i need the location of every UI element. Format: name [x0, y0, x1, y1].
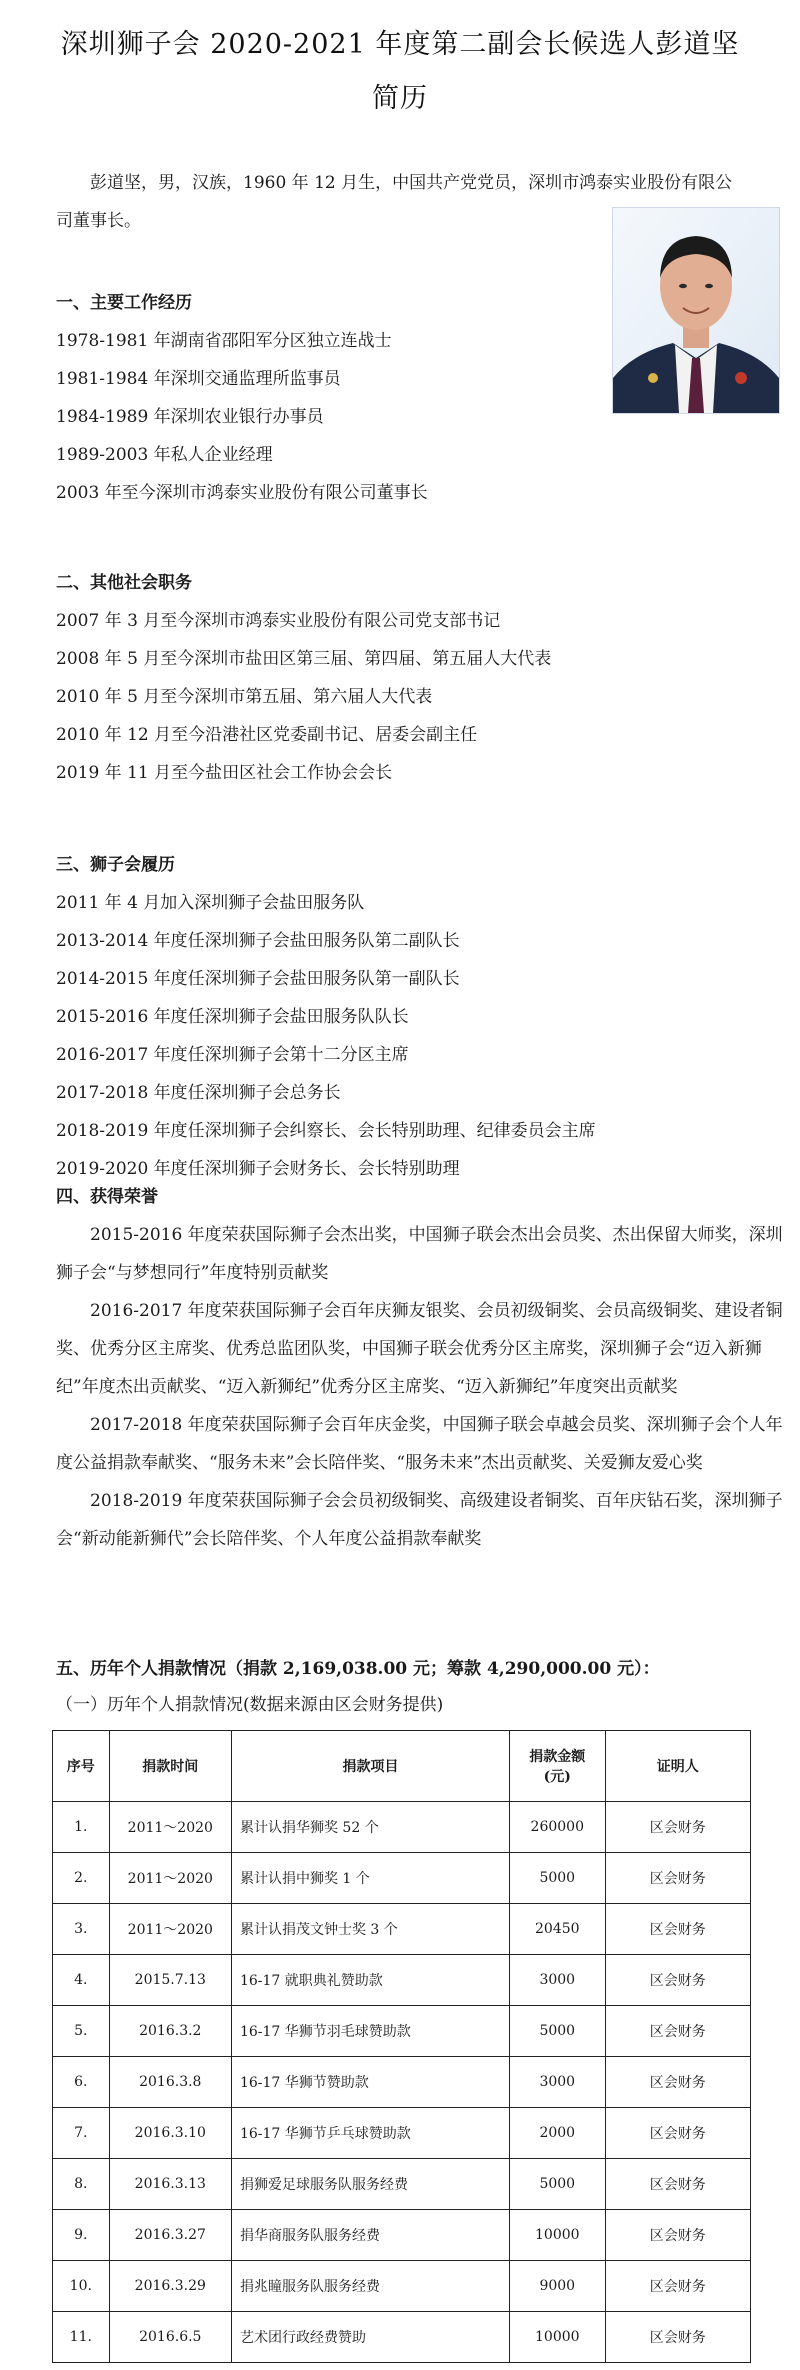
section-heading: 五、历年个人捐款情况（捐款 2,169,038.00 元；筹款 4,290,000.00 元）： — [56, 1659, 660, 1679]
social-positions-section — [56, 564, 756, 792]
cell-amount: 5000 — [510, 1853, 606, 1904]
header-amount-unit: (元) — [543, 1769, 571, 1785]
list-item: 1978-1981 年湖南省邵阳军分区独立连战士 — [56, 331, 392, 351]
list-item: 2013-2014 年度任深圳狮子会盐田服务队第二副队长 — [56, 931, 460, 951]
cell-project: 累计认捐华狮奖 52 个 — [231, 1802, 509, 1853]
cell-witness: 区会财务 — [605, 1955, 750, 2006]
cell-project: 16-17 华狮节乒乓球赞助款 — [231, 2108, 509, 2159]
section-heading: 二、其他社会职务 — [56, 573, 192, 593]
header-amount-label: 捐款金额 — [529, 1749, 586, 1765]
cell-amount: 10000 — [510, 2210, 606, 2261]
cell-date: 2016.3.8 — [109, 2057, 231, 2108]
document-subtitle: 简历 — [372, 83, 428, 114]
cell-date: 2016.6.5 — [109, 2312, 231, 2363]
table-row — [53, 2159, 751, 2210]
cell-date: 2016.3.29 — [109, 2261, 231, 2312]
cell-witness: 区会财务 — [605, 2108, 750, 2159]
list-item: 1984-1989 年深圳农业银行办事员 — [56, 407, 324, 427]
cell-index: 3. — [53, 1904, 110, 1955]
cell-project: 16-17 华狮节赞助款 — [231, 2057, 509, 2108]
table-row — [53, 1904, 751, 1955]
header-project: 捐款项目 — [231, 1731, 509, 1802]
cell-project: 累计认捐茂文钟士奖 3 个 — [231, 1904, 509, 1955]
list-item: 2018-2019 年度任深圳狮子会纠察长、会长特别助理、纪律委员会主席 — [56, 1121, 596, 1141]
list-item: 2016-2017 年度任深圳狮子会第十二分区主席 — [56, 1045, 409, 1065]
cell-witness: 区会财务 — [605, 2210, 750, 2261]
honor-paragraph: 2015-2016 年度荣获国际狮子会杰出奖，中国狮子联会杰出会员奖、杰出保留大师奖，深圳狮子会“与梦想同行”年度特别贡献奖 — [56, 1225, 783, 1283]
table-row — [53, 1853, 751, 1904]
cell-project: 16-17 就职典礼赞助款 — [231, 1955, 509, 2006]
donations-table — [52, 1730, 751, 2363]
subsection-heading: （一）历年个人捐款情况(数据来源由区会财务提供) — [56, 1695, 444, 1715]
table-row — [53, 2312, 751, 2363]
honors-section — [56, 1178, 786, 1558]
cell-witness: 区会财务 — [605, 2261, 750, 2312]
cell-project: 捐华商服务队服务经费 — [231, 2210, 509, 2261]
list-item: 2010 年 12 月至今沿港社区党委副书记、居委会副主任 — [56, 725, 478, 745]
header-date: 捐款时间 — [109, 1731, 231, 1802]
cell-date: 2015.7.13 — [109, 1955, 231, 2006]
cell-index: 11. — [53, 2312, 110, 2363]
cell-index: 2. — [53, 1853, 110, 1904]
cell-witness: 区会财务 — [605, 2312, 750, 2363]
section-heading: 三、狮子会履历 — [56, 855, 175, 875]
list-item: 2003 年至今深圳市鸿泰实业股份有限公司董事长 — [56, 483, 428, 503]
cell-index: 10. — [53, 2261, 110, 2312]
cell-witness: 区会财务 — [605, 1853, 750, 1904]
header-amount — [510, 1731, 606, 1802]
cell-index: 4. — [53, 1955, 110, 2006]
cell-amount: 3000 — [510, 2057, 606, 2108]
cell-witness: 区会财务 — [605, 2159, 750, 2210]
table-row — [53, 2210, 751, 2261]
cell-amount: 5000 — [510, 2006, 606, 2057]
cell-project: 累计认捐中狮奖 1 个 — [231, 1853, 509, 1904]
cell-project: 艺术团行政经费赞助 — [231, 2312, 509, 2363]
honor-paragraph: 2016-2017 年度荣获国际狮子会百年庆狮友银奖、会员初级铜奖、会员高级铜奖、建设者铜奖、优秀分区主席奖、优秀总监团队奖，中国狮子联会优秀分区主席奖，深圳狮子会“迈入新狮纪”年度杰出贡献奖、“迈入新狮纪”优秀分区主席奖、“迈入新狮纪”年度突出贡献奖 — [56, 1301, 783, 1397]
cell-amount: 9000 — [510, 2261, 606, 2312]
cell-project: 16-17 华狮节羽毛球赞助款 — [231, 2006, 509, 2057]
cell-index: 7. — [53, 2108, 110, 2159]
cell-index: 5. — [53, 2006, 110, 2057]
cell-amount: 10000 — [510, 2312, 606, 2363]
honor-paragraph: 2018-2019 年度荣获国际狮子会会员初级铜奖、高级建设者铜奖、百年庆钻石奖，深圳狮子会“新动能新狮代”会长陪伴奖、个人年度公益捐款奉献奖 — [56, 1491, 783, 1549]
table-row — [53, 2006, 751, 2057]
cell-witness: 区会财务 — [605, 2057, 750, 2108]
cell-date: 2011～2020 — [109, 1904, 231, 1955]
donations-section — [56, 1650, 756, 1722]
cell-witness: 区会财务 — [605, 1802, 750, 1853]
header-index: 序号 — [53, 1731, 110, 1802]
table-row — [53, 2261, 751, 2312]
lions-history-section — [56, 846, 756, 1188]
cell-index: 9. — [53, 2210, 110, 2261]
section-heading: 四、获得荣誉 — [56, 1187, 158, 1207]
cell-index: 8. — [53, 2159, 110, 2210]
cell-date: 2016.3.13 — [109, 2159, 231, 2210]
list-item: 1981-1984 年深圳交通监理所监事员 — [56, 369, 341, 389]
work-history-section — [56, 284, 756, 512]
cell-amount: 2000 — [510, 2108, 606, 2159]
cell-date: 2016.3.2 — [109, 2006, 231, 2057]
section-heading: 一、主要工作经历 — [56, 293, 192, 313]
list-item: 2011 年 4 月加入深圳狮子会盐田服务队 — [56, 893, 365, 913]
table-row — [53, 1955, 751, 2006]
cell-amount: 5000 — [510, 2159, 606, 2210]
cell-amount: 3000 — [510, 1955, 606, 2006]
table-row — [53, 1802, 751, 1853]
list-item: 2007 年 3 月至今深圳市鸿泰实业股份有限公司党支部书记 — [56, 611, 501, 631]
list-item: 2008 年 5 月至今深圳市盐田区第三届、第四届、第五届人大代表 — [56, 649, 552, 669]
cell-amount: 20450 — [510, 1904, 606, 1955]
list-item: 2019 年 11 月至今盐田区社会工作协会会长 — [56, 763, 393, 783]
cell-date: 2011～2020 — [109, 1802, 231, 1853]
cell-project: 捐狮爱足球服务队服务经费 — [231, 2159, 509, 2210]
cell-witness: 区会财务 — [605, 2006, 750, 2057]
cell-amount: 260000 — [510, 1802, 606, 1853]
list-item: 2019-2020 年度任深圳狮子会财务长、会长特别助理 — [56, 1159, 460, 1179]
cell-project: 捐兆瞳服务队服务经费 — [231, 2261, 509, 2312]
intro-text: 彭道坚，男，汉族，1960 年 12 月生，中国共产党党员，深圳市鸿泰实业股份有限公司董事长。 — [56, 173, 733, 231]
cell-date: 2016.3.27 — [109, 2210, 231, 2261]
list-item: 2010 年 5 月至今深圳市第五届、第六届人大代表 — [56, 687, 433, 707]
table-row — [53, 2057, 751, 2108]
cell-date: 2011～2020 — [109, 1853, 231, 1904]
table-header-row — [53, 1731, 751, 1802]
table-row — [53, 2108, 751, 2159]
cell-index: 6. — [53, 2057, 110, 2108]
header-witness: 证明人 — [605, 1731, 750, 1802]
cell-index: 1. — [53, 1802, 110, 1853]
cell-witness: 区会财务 — [605, 1904, 750, 1955]
list-item: 1989-2003 年私人企业经理 — [56, 445, 273, 465]
list-item: 2015-2016 年度任深圳狮子会盐田服务队队长 — [56, 1007, 409, 1027]
document-title: 深圳狮子会 2020-2021 年度第二副会长候选人彭道坚 — [60, 29, 740, 60]
list-item: 2017-2018 年度任深圳狮子会总务长 — [56, 1083, 341, 1103]
list-item: 2014-2015 年度任深圳狮子会盐田服务队第一副队长 — [56, 969, 460, 989]
honor-paragraph: 2017-2018 年度荣获国际狮子会百年庆金奖，中国狮子联会卓越会员奖、深圳狮子会个人年度公益捐款奉献奖、“服务未来”会长陪伴奖、“服务未来”杰出贡献奖、关爱狮友爱心奖 — [56, 1415, 783, 1473]
cell-date: 2016.3.10 — [109, 2108, 231, 2159]
